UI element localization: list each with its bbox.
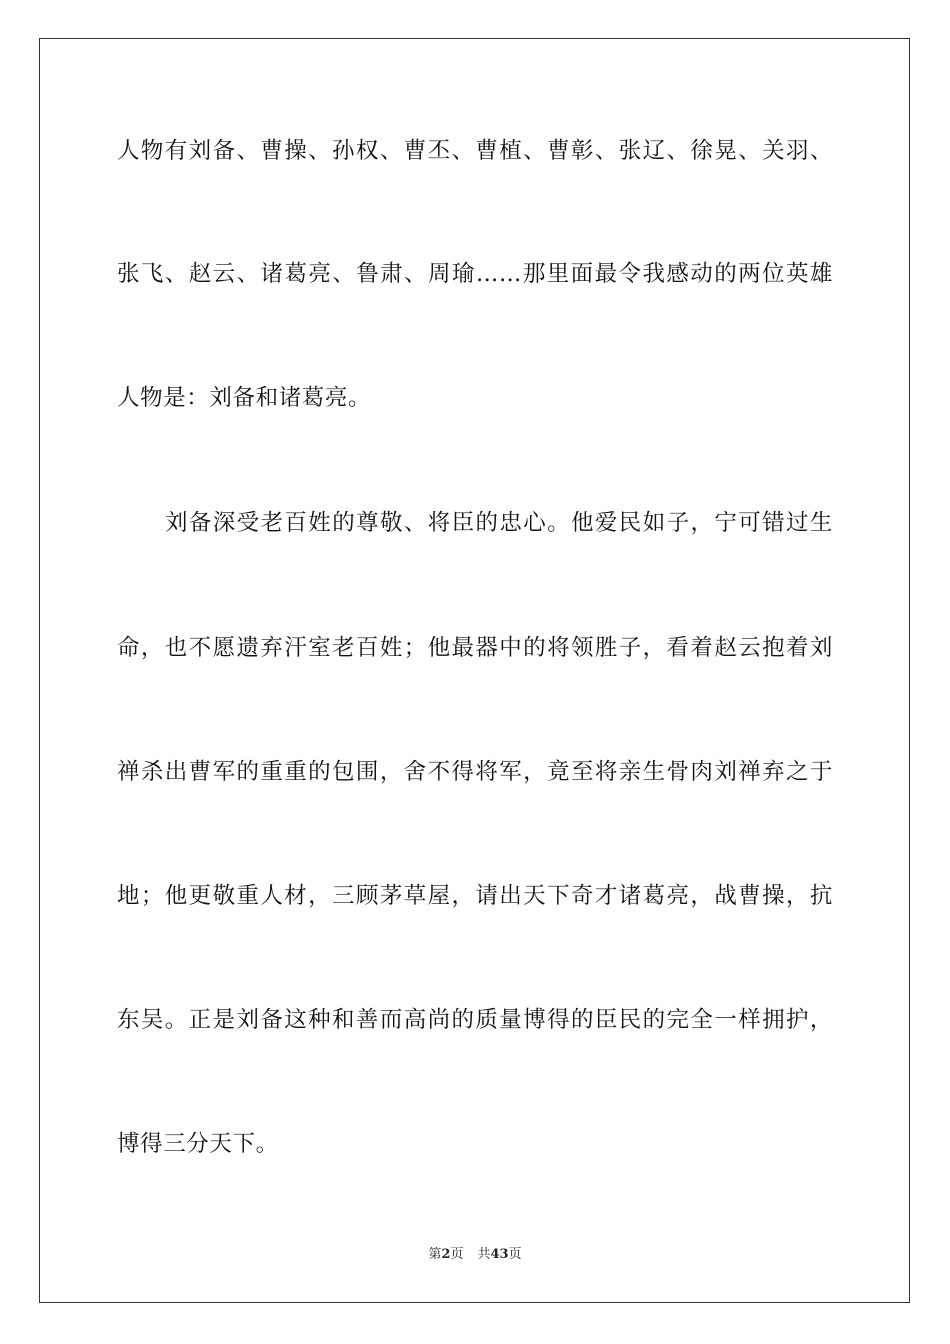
text-line-2: 张飞、赵云、诸葛亮、鲁肃、周瑜……那里面最令我感动的两位英雄 bbox=[117, 261, 833, 287]
text-line-4: 刘备深受老百姓的尊敬、将臣的忠心。他爱民如子，宁可错过生 bbox=[165, 510, 833, 536]
page-prefix: 第 bbox=[428, 1247, 442, 1262]
page-number: 2 bbox=[441, 1247, 451, 1262]
text-line-8: 东吴。正是刘备这种和善而高尚的质量博得的臣民的完全一样拥护， bbox=[117, 1007, 833, 1033]
total-prefix: 共 bbox=[477, 1247, 491, 1262]
text-line-5: 命，也不愿遗弃汗室老百姓；他最器中的将领胜子，看着赵云抱着刘 bbox=[117, 635, 833, 661]
total-suffix: 页 bbox=[508, 1247, 522, 1262]
page-suffix: 页 bbox=[450, 1247, 464, 1262]
text-line-7: 地；他更敬重人材，三顾茅草屋，请出天下奇才诸葛亮，战曹操，抗 bbox=[117, 883, 833, 909]
text-line-9: 博得三分天下。 bbox=[117, 1131, 279, 1157]
text-line-6: 禅杀出曹军的重重的包围，舍不得将军，竟至将亲生骨肉刘禅弃之于 bbox=[117, 759, 833, 785]
text-line-3: 人物是：刘备和诸葛亮。 bbox=[117, 385, 372, 411]
text-line-1: 人物有刘备、曹操、孙权、曹丕、曹植、曹彰、张辽、徐晃、关羽、 bbox=[117, 138, 833, 164]
page-footer bbox=[0, 1246, 950, 1264]
total-pages: 43 bbox=[490, 1247, 509, 1262]
page-border bbox=[39, 38, 910, 1303]
